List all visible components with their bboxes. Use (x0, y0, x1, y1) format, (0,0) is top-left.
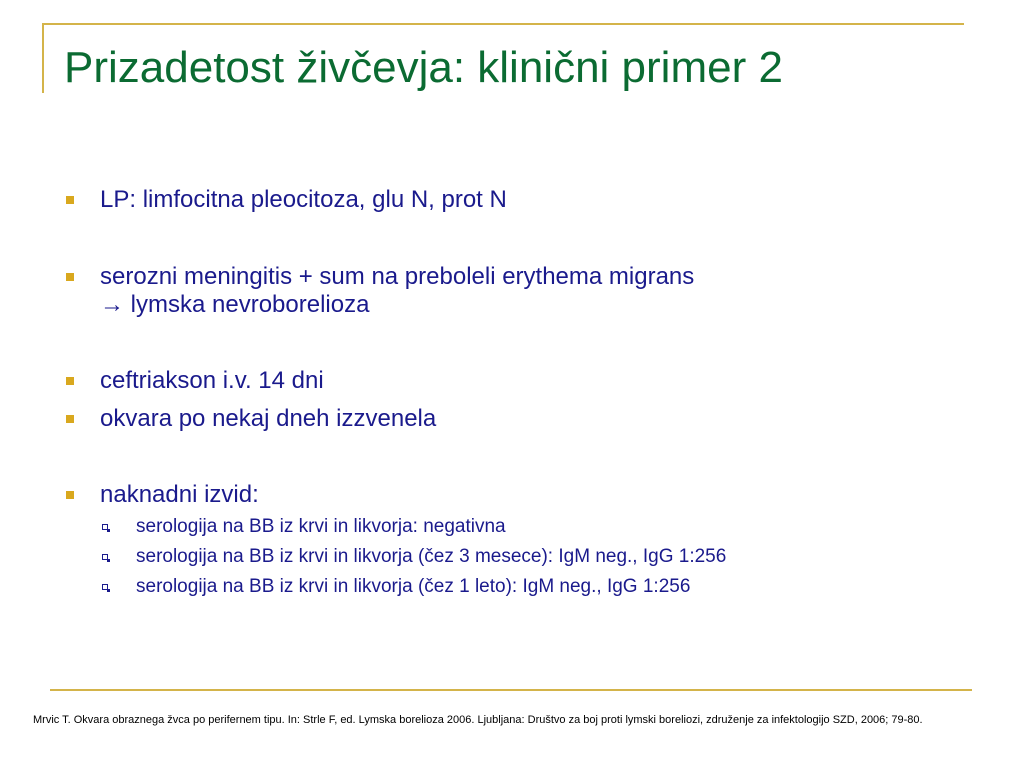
sub-bullet-text: serologija na BB iz krvi in likvorja (čez 3 mesece): IgM neg., IgG 1:256 (136, 546, 727, 567)
bullet-text: LP: limfocitna pleocitoza, glu N, prot N (100, 186, 507, 213)
bullet-text: ceftriakson i.v. 14 dni (100, 367, 324, 394)
hollow-square-bullet-icon (102, 524, 108, 530)
bullet-text: serozni meningitis + sum na preboleli erythema migrans (100, 263, 695, 290)
bullet-followup (100, 481, 259, 509)
hollow-square-bullet-icon (102, 554, 108, 560)
square-bullet-icon (66, 273, 74, 281)
bullet-text-continuation (100, 291, 694, 319)
bullet-lp (100, 186, 507, 214)
title-accent-bar (42, 23, 44, 93)
sub-bullet-text: serologija na BB iz krvi in likvorja: negativna (136, 516, 506, 537)
citation-footnote: Mrvic T. Okvara obraznega žvca po perifernem tipu. In: Strle F, ed. Lymska borelioza 2006. Ljubljana: Društvo za boj proti lymski boreliozi, združenje za infektologijo SZD, 2006; 79-80. (33, 714, 923, 726)
square-bullet-icon (66, 415, 74, 423)
slide-title: Prizadetost živčevja: klinični primer 2 (64, 43, 783, 92)
square-bullet-icon (66, 196, 74, 204)
sub-bullet-serology-2 (136, 546, 726, 568)
square-bullet-icon (66, 491, 74, 499)
sub-bullet-serology-1 (136, 516, 506, 538)
square-bullet-icon (66, 377, 74, 385)
bottom-divider (50, 689, 972, 691)
bullet-outcome (100, 405, 436, 433)
bullet-text: naknadni izvid: (100, 481, 259, 508)
top-divider (42, 23, 964, 25)
hollow-square-bullet-icon (102, 584, 108, 590)
sub-bullet-text: serologija na BB iz krvi in likvorja (čez 1 leto): IgM neg., IgG 1:256 (136, 576, 691, 597)
arrow-right-icon: → (100, 291, 124, 318)
bullet-conclusion: lymska nevroborelioza (130, 291, 370, 318)
bullet-treatment (100, 367, 324, 395)
bullet-diagnosis (100, 263, 694, 319)
sub-bullet-serology-3 (136, 576, 690, 598)
bullet-text: okvara po nekaj dneh izzvenela (100, 405, 437, 432)
